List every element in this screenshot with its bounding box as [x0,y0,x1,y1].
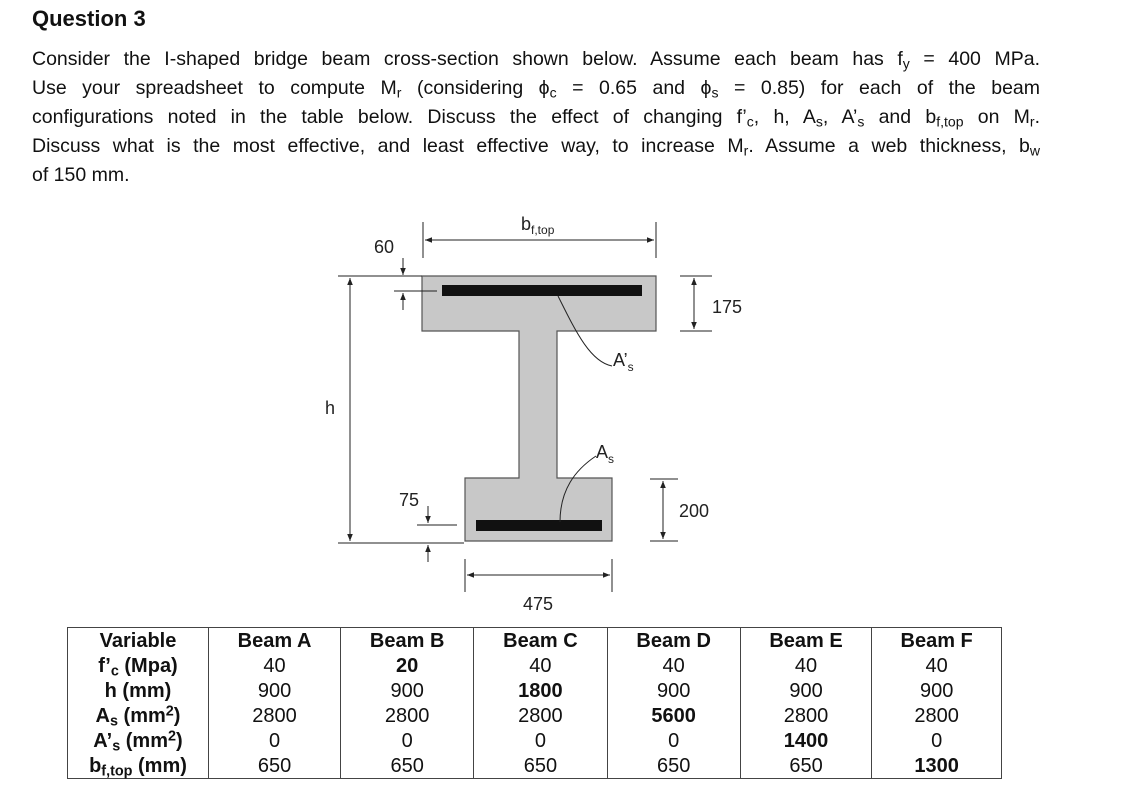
cell-bf-f: 1300 [872,753,1002,779]
cover-60-label: 60 [374,237,395,257]
cell-h-a: 900 [209,678,341,703]
cell-as-f: 2800 [872,703,1002,728]
beam-configurations-table [67,627,1002,779]
header-beam-e: Beam E [740,628,871,654]
cell-h-d: 900 [607,678,740,703]
header-beam-f: Beam F [872,628,1002,654]
cell-h-e: 900 [740,678,871,703]
row-label-as: $A_s$ $(mm^2)$ [68,703,209,728]
cell-fc-b: 20 [341,653,474,678]
flange-200-label: 200 [679,501,710,521]
paragraph-line-4: Discuss what is the most effective, and least effective way, to increase $M_r$. Assume a web thickness, $b_w$ [32,135,1040,159]
cover-75-label: 75 [399,490,420,510]
cell-as-b: 2800 [341,703,474,728]
header-beam-d: Beam D [607,628,740,654]
cell-bf-d: 650 [607,753,740,779]
row-label-as-prime: $A’_s$ $(mm^2)$ [68,728,209,753]
cell-fc-f: 40 [872,653,1002,678]
cell-as-a: 2800 [209,703,341,728]
table-row-h [68,678,1002,703]
cell-asp-c: 0 [474,728,607,753]
bf-top-label: $b_{f,top}$ [521,214,555,237]
cell-bf-e: 650 [740,753,871,779]
cell-h-c: 1800 [474,678,607,703]
cell-asp-e: 1400 [740,728,871,753]
paragraph-line-5: of 150 mm. [32,164,130,186]
cell-as-d: 5600 [607,703,740,728]
cell-bf-b: 650 [341,753,474,779]
row-label-fc: $f’_c$ (Mpa) [68,653,209,678]
flange-175-label: 175 [712,297,743,317]
table-row-bf-top [68,753,1002,779]
i-beam-concrete-section [422,276,656,541]
paragraph-line-2: Use your spreadsheet to compute $M_r$ (considering $\phi_c = 0.65$ and $\phi_s = 0.85$) for each of the beam [32,77,1041,101]
table-row-as-prime [68,728,1002,753]
cell-as-e: 2800 [740,703,871,728]
table-header-row [68,628,1002,654]
as-prime-label: $A’_s$ [613,350,634,374]
width-475-label: 475 [523,594,554,614]
header-variable: Variable [68,628,209,654]
header-beam-a: Beam A [209,628,341,654]
cell-asp-f: 0 [872,728,1002,753]
header-beam-b: Beam B [341,628,474,654]
header-beam-c: Beam C [474,628,607,654]
cell-fc-d: 40 [607,653,740,678]
cell-bf-a: 650 [209,753,341,779]
row-label-h: h (mm) [68,678,209,703]
top-reinforcement-bar [442,285,642,296]
cell-fc-c: 40 [474,653,607,678]
table-row-fc [68,653,1002,678]
cell-as-c: 2800 [474,703,607,728]
cell-asp-d: 0 [607,728,740,753]
bottom-reinforcement-bar [476,520,602,531]
as-label: $A_s$ [596,442,615,466]
cell-asp-b: 0 [341,728,474,753]
paragraph-line-3: configurations noted in the table below. Discuss the effect of changing $f’_c$, h, $A_s$, $A’_s$ and $b_{f,top}$ on $M_r$. [32,106,1041,130]
row-label-bf-top: $b_{f,top}$ (mm) [68,753,209,779]
cell-h-b: 900 [341,678,474,703]
cell-fc-a: 40 [209,653,341,678]
cell-bf-c: 650 [474,753,607,779]
cell-h-f: 900 [872,678,1002,703]
paragraph-line-1: Consider the I-shaped bridge beam cross-section shown below. Assume each beam has $f_y = 400$ MPa. [32,48,1040,72]
cell-fc-e: 40 [740,653,871,678]
h-label: h [325,398,336,418]
question-title: Question 3 [32,6,146,31]
table-row-as [68,703,1002,728]
cell-asp-a: 0 [209,728,341,753]
